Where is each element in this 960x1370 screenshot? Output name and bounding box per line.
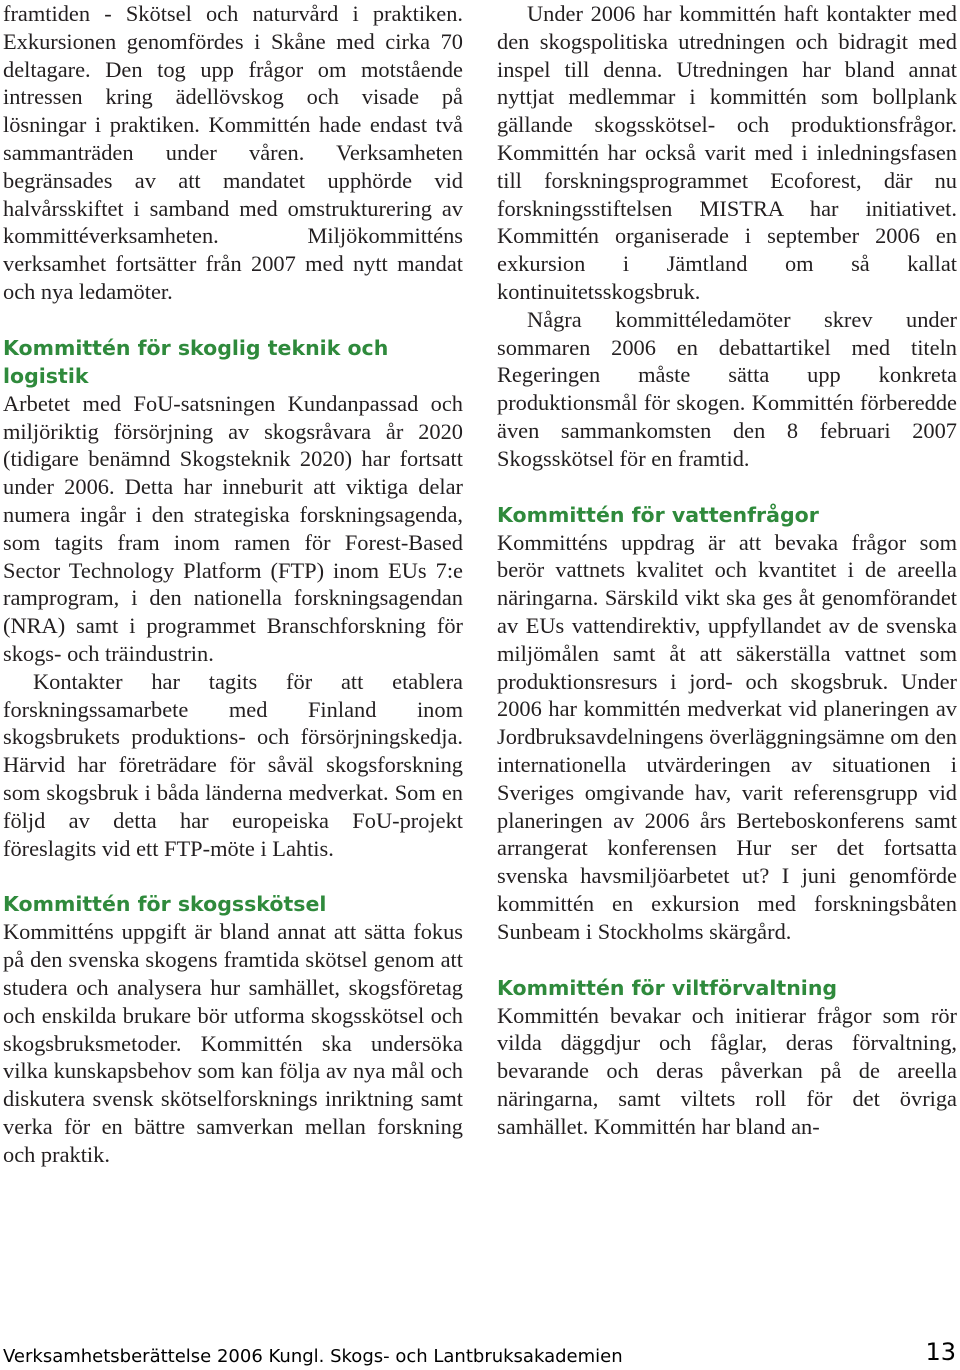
page-number: 13 (925, 1338, 956, 1366)
footer-publication-title: Verksamhetsberättelse 2006 Kungl. Skogs- och Lantbruksakademien (3, 1346, 623, 1367)
vatten-paragraph-1: Kommitténs uppdrag är att bevaka frågor som berör vattnets kvalitet och kvantitet i de areella näringarna. Särskild vikt ska ges åt genomförandet av EUs vattendirektiv, uppfyllandet av de svenska miljömålen samt åt att säkerställa vattnet som produktionsresurs i jord- och skogsbruk. Under 2006 har kommittén medverkat vid planeringen av Jordbruksavdelningens överläggningsämne om den internationella utvärderingen av situationen i Sveriges omgivande hav, varit referensgrupp vid planeringen av 2006 års Berteboskonferens samt arrangerat konferensen Hur ser det fortsatta svenska havsmiljöarbetet ut? I juni genomförde kommittén en exkursion med forskningsbåten Sunbeam i Stockholms skärgård. (497, 529, 957, 944)
section-heading-vatten: Kommittén för vattenfrågor (497, 502, 819, 527)
right-column (497, 0, 957, 1140)
teknik-paragraph-1: Arbetet med FoU-satsningen Kundanpassad och miljöriktig försörjning av skogsråvara år 2020 (tidigare benämnd Skogsteknik 2020) har fortsatt under 2006. Detta har inneburit att viktiga delar numera ingår i den strategiska forskningsagenda, som tagits fram inom ramen för Forest-Based Sector Technology Platform (FTP) inom EUs 7:e ramprogram, i den nationella forskningsagendan (NRA) samt i programmet Branschforskning för skogs- och träindustrin. (3, 390, 463, 666)
vilt-paragraph-1: Kommittén bevakar och initierar frågor som rör vilda däggdjur och fåglar, deras förvaltning, bevarande och deras påverkan på de areella näringarna, samt viltets roll för det övriga samhället. Kommittén har bland an- (497, 1002, 957, 1139)
section-heading-vilt: Kommittén för viltförvaltning (497, 975, 838, 1000)
right-paragraph-1: Under 2006 har kommittén haft kontakter med den skogspolitiska utredningen och bidragit med inspel till denna. Utredningen har bland annat nyttjat medlemmar i kommittén som bollplank gällande skogsskötsel- och produktionsfrågor. Kommittén har också varit med i inledningsfasen till forskningsprogrammet Ecoforest, där nu forskningsstiftelsen MISTRA har initiativet. Kommittén organiserade i september 2006 en exkursion i Jämtland om så kallat kontinuitetsskogsbruk. (497, 1, 957, 304)
spacer (497, 946, 957, 974)
right-paragraph-2: Några kommittéledamöter skrev under sommaren 2006 en debattartikel med titeln Regeringen måste sätta upp konkreta produktionsmål för skogen. Kommittén förberedde även sammankomsten den 8 februari 2007 Skogsskötsel för en framtid. (497, 306, 957, 471)
spacer (3, 306, 463, 334)
intro-paragraph: framtiden - Skötsel och naturvård i praktiken. Exkursionen genomfördes i Skåne med cirka 70 deltagare. Den tog upp frågor om motstående intressen kring ädellövskog och visade på lösningar i praktiken. Kommittén hade endast två sammanträden under våren. Verksamheten begränsades av att mandatet upphörde vid halvårsskiftet i samband med omstrukturering av kommittéverksamheten. Miljökommitténs verksamhet fortsätter från 2007 med nytt mandat och nya ledamöter. (3, 1, 463, 304)
spacer (497, 473, 957, 501)
teknik-paragraph-2: Kontakter har tagits för att etablera forskningssamarbete med Finland inom skogsbrukets produktions- och försörjningskedja. Härvid har företrädare för såväl skogsforskning som skogsbruk i båda länderna medverkat. Som en följd av detta har europeiska FoU-projekt föreslagits vid ett FTP-möte i Lahtis. (3, 668, 463, 861)
section-heading-teknik: Kommittén för skoglig teknik och logistik (3, 335, 389, 388)
skotsel-paragraph-1: Kommitténs uppgift är bland annat att sätta fokus på den svenska skogens framtida skötsel genom att studera och analysera hur samhället, skogsföretag och enskilda brukare bör utforma skogsskötsel och skogsbruksmetoder. Kommittén ska undersöka vilka kunskapsbehov som kan följa av nya mål och diskutera svensk skötselforsknings inriktning samt verka för en bättre samverkan mellan forskning och praktik. (3, 919, 463, 1167)
left-column (3, 0, 463, 1168)
spacer (3, 862, 463, 890)
section-heading-skotsel: Kommittén för skogsskötsel (3, 892, 327, 917)
